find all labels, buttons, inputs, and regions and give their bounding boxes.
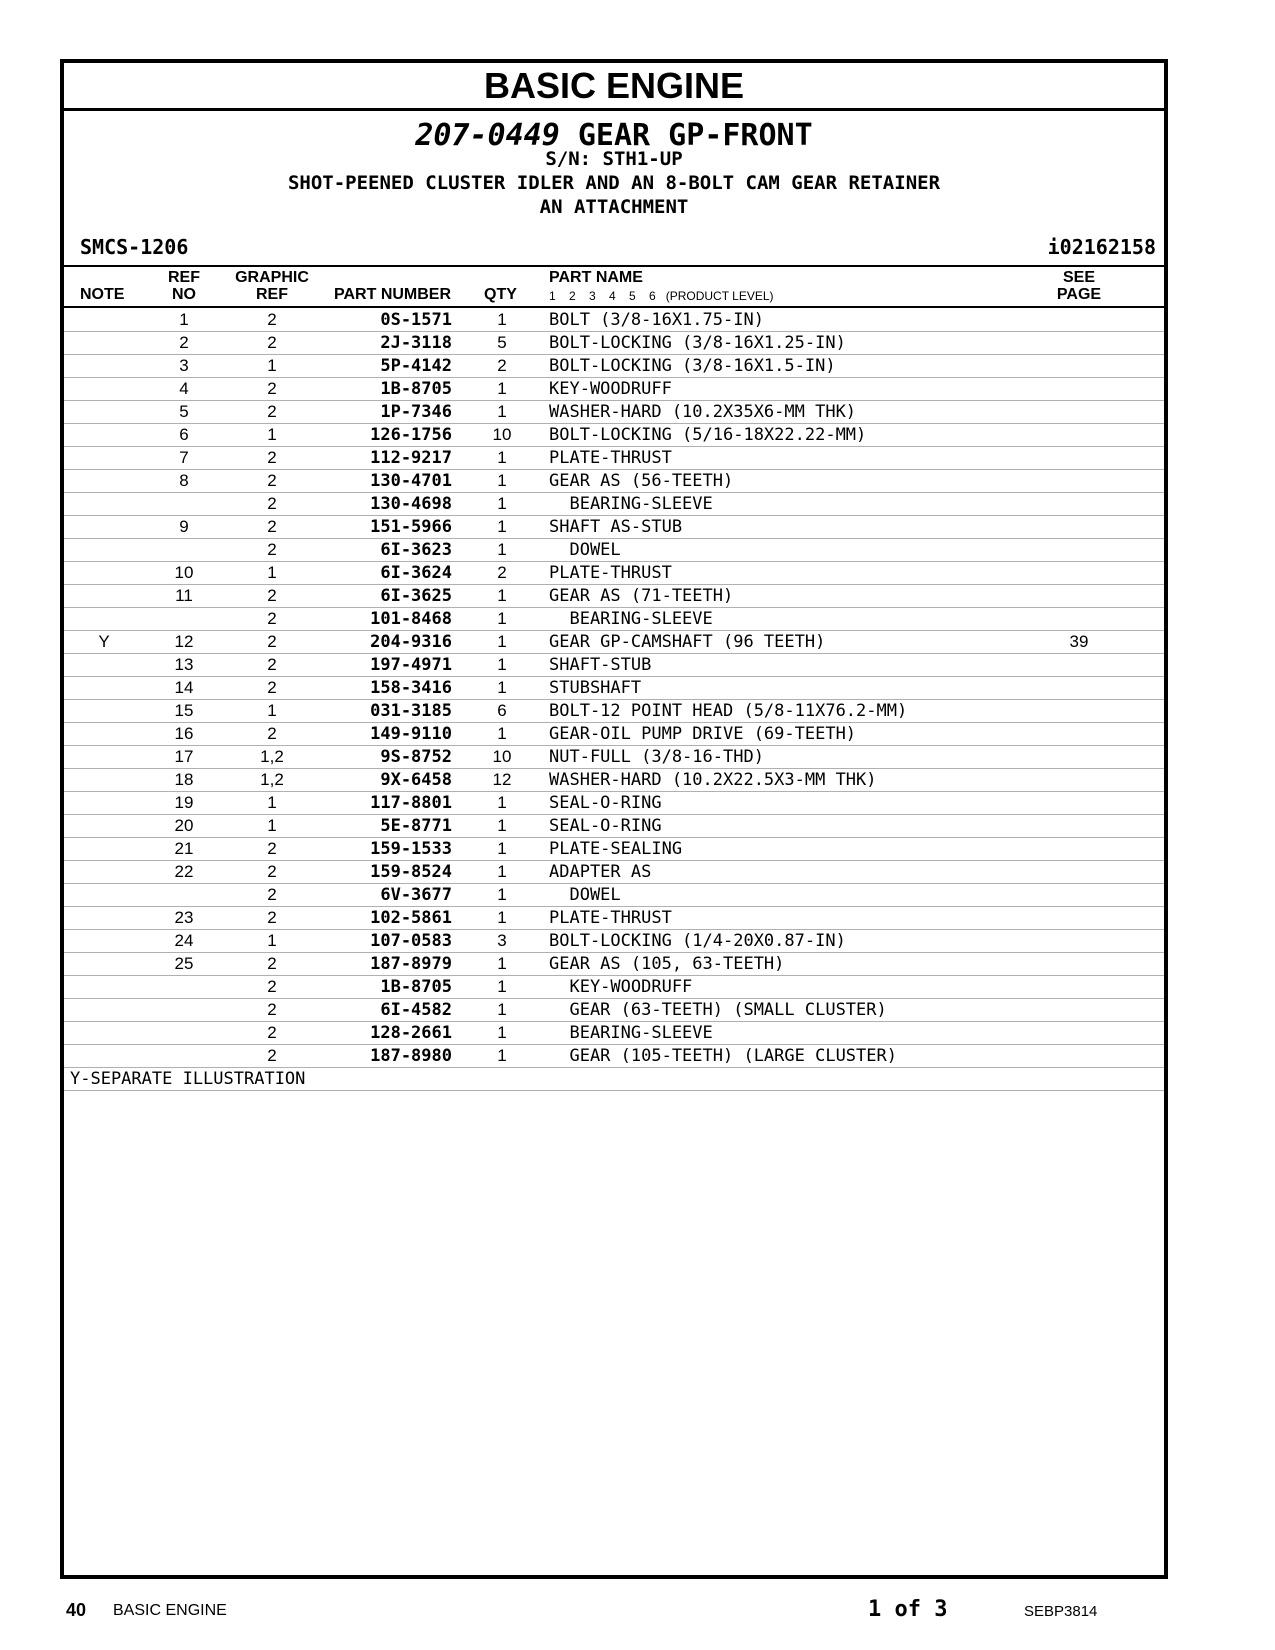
parts-list	[64, 309, 1164, 1091]
table-row	[64, 562, 1164, 585]
table-row	[64, 378, 1164, 401]
table-row	[64, 700, 1164, 723]
table-row	[64, 355, 1164, 378]
qty-cell: 1	[497, 586, 507, 605]
part-number-cell: 2J-3118	[380, 333, 452, 353]
part-number-cell: 151-5966	[370, 517, 452, 537]
footer-page-number: 40	[66, 1600, 87, 1620]
part-name-cell: KEY-WOODRUFF	[549, 977, 693, 997]
footer-sheet: 1 of 3	[868, 1597, 948, 1622]
ref-no-cell: 11	[175, 586, 193, 605]
table-row	[64, 746, 1164, 769]
qty-cell: 1	[497, 862, 507, 881]
part-number-cell: 159-8524	[370, 862, 452, 882]
part-number-cell: 6V-3677	[380, 885, 452, 905]
graphic-ref-cell: 2	[267, 517, 277, 536]
part-number-cell: 158-3416	[370, 678, 452, 698]
ref-no-cell: 21	[174, 839, 194, 858]
part-name-cell: STUBSHAFT	[549, 678, 642, 698]
table-row	[64, 401, 1164, 424]
part-name-cell: GEAR GP-CAMSHAFT (96 TEETH)	[549, 632, 826, 652]
table-row	[64, 907, 1164, 930]
col-see-page-line2: PAGE	[1056, 286, 1102, 303]
table-row	[64, 677, 1164, 700]
part-name-cell: BOLT (3/8-16X1.75-IN)	[549, 310, 764, 330]
part-name-cell: DOWEL	[549, 885, 621, 905]
part-number-cell: 5E-8771	[380, 816, 452, 836]
qty-cell: 1	[497, 402, 507, 421]
part-number-cell: 204-9316	[370, 632, 452, 652]
ref-no-cell: 23	[174, 908, 194, 927]
group-number: 207-0449	[415, 118, 560, 153]
part-name-cell: SHAFT-STUB	[549, 655, 652, 675]
part-number-cell: 197-4971	[370, 655, 452, 675]
part-number-cell: 101-8468	[370, 609, 452, 629]
part-name-cell: GEAR (105-TEETH) (LARGE CLUSTER)	[549, 1046, 897, 1066]
qty-cell: 1	[497, 310, 507, 329]
ref-no-cell: 13	[174, 655, 194, 674]
part-number-cell: 6I-3625	[380, 586, 452, 606]
part-number-cell: 6I-3624	[380, 563, 452, 583]
qty-cell: 6	[497, 701, 507, 720]
qty-cell: 2	[497, 356, 507, 375]
part-name-cell: PLATE-THRUST	[549, 908, 672, 928]
part-number-cell: 112-9217	[370, 448, 452, 468]
table-row	[64, 470, 1164, 493]
footer-section: BASIC ENGINE	[113, 1602, 227, 1619]
part-number-cell: 187-8979	[370, 954, 452, 974]
part-name-cell: GEAR (63-TEETH) (SMALL CLUSTER)	[549, 1000, 887, 1020]
col-product-level: 1 2 3 4 5 6 (PRODUCT LEVEL)	[549, 289, 774, 303]
col-ref-no-line1: REF	[168, 269, 200, 286]
graphic-ref-cell: 2	[267, 609, 277, 628]
table-row	[64, 1022, 1164, 1045]
table-row	[64, 815, 1164, 838]
ref-no-cell: 2	[179, 333, 189, 352]
col-graphic-ref	[232, 269, 312, 303]
header-bottom-rule	[64, 306, 1164, 308]
ref-no-cell: 22	[174, 862, 194, 881]
part-number-cell: 107-0583	[370, 931, 452, 951]
qty-cell: 1	[497, 816, 507, 835]
header-top-rule	[64, 265, 1164, 267]
part-number-cell: 117-8801	[370, 793, 452, 813]
group-description-2: AN ATTACHMENT	[539, 196, 689, 218]
ref-no-cell: 9	[179, 517, 189, 536]
col-see-page	[1049, 269, 1109, 303]
ref-no-cell: 20	[174, 816, 194, 835]
graphic-ref-cell: 1	[267, 931, 277, 950]
ref-no-cell: 15	[174, 701, 194, 720]
ref-no-cell: 19	[174, 793, 194, 812]
graphic-ref-cell: 1	[267, 816, 277, 835]
serial-number: S/N: STH1-UP	[545, 148, 683, 170]
ref-no-cell: 4	[179, 379, 189, 398]
col-qty: QTY	[484, 286, 517, 303]
table-row	[64, 539, 1164, 562]
qty-cell: 1	[497, 471, 507, 490]
qty-cell: 1	[497, 954, 507, 973]
graphic-ref-cell: 2	[267, 632, 277, 651]
part-number-cell: 130-4701	[370, 471, 452, 491]
graphic-ref-cell: 2	[267, 333, 277, 352]
table-row	[64, 838, 1164, 861]
qty-cell: 1	[497, 609, 507, 628]
ref-no-cell: 5	[179, 402, 189, 421]
table-row	[64, 332, 1164, 355]
ref-no-cell: 18	[174, 770, 194, 789]
table-row	[64, 309, 1164, 332]
table-row	[64, 608, 1164, 631]
qty-cell: 1	[497, 839, 507, 858]
group-description-1: SHOT-PEENED CLUSTER IDLER AND AN 8-BOLT CAM GEAR RETAINER	[287, 172, 941, 194]
part-number-cell: 1B-8705	[380, 977, 452, 997]
graphic-ref-cell: 1	[267, 701, 277, 720]
qty-cell: 1	[497, 632, 507, 651]
graphic-ref-cell: 2	[267, 977, 277, 996]
qty-cell: 1	[497, 517, 507, 536]
ref-no-cell: 24	[174, 931, 194, 950]
table-row	[64, 884, 1164, 907]
graphic-ref-cell: 2	[267, 310, 277, 329]
part-name-cell: PLATE-THRUST	[549, 448, 672, 468]
part-number-cell: 128-2661	[370, 1023, 452, 1043]
graphic-ref-cell: 2	[267, 379, 277, 398]
graphic-ref-cell: 1,2	[260, 747, 284, 766]
part-name-cell: SEAL-O-RING	[549, 816, 662, 836]
part-name-cell: ADAPTER AS	[549, 862, 652, 882]
part-name-cell: PLATE-THRUST	[549, 563, 672, 583]
part-name-cell: NUT-FULL (3/8-16-THD)	[549, 747, 764, 767]
part-number-cell: 5P-4142	[380, 356, 452, 376]
qty-cell: 1	[497, 724, 507, 743]
part-name-cell: WASHER-HARD (10.2X22.5X3-MM THK)	[549, 770, 877, 790]
part-name-cell: GEAR AS (105, 63-TEETH)	[549, 954, 785, 974]
graphic-ref-cell: 2	[267, 724, 277, 743]
table-row	[64, 424, 1164, 447]
ref-no-cell: 10	[174, 563, 194, 582]
qty-cell: 1	[497, 379, 507, 398]
qty-cell: 1	[497, 678, 507, 697]
see-page-cell: 39	[1069, 632, 1089, 651]
table-row	[64, 1045, 1164, 1068]
note-cell: Y	[98, 632, 110, 651]
graphic-ref-cell: 1	[267, 793, 277, 812]
graphic-ref-cell: 2	[267, 885, 277, 904]
graphic-ref-cell: 2	[267, 908, 277, 927]
part-name-cell: PLATE-SEALING	[549, 839, 683, 859]
part-name-cell: BEARING-SLEEVE	[549, 494, 713, 514]
part-name-cell: BEARING-SLEEVE	[549, 609, 713, 629]
table-row	[64, 769, 1164, 792]
col-graphic-ref-line1: GRAPHIC	[235, 269, 309, 286]
ref-no-cell: 3	[179, 356, 189, 375]
graphic-ref-cell: 2	[267, 1046, 277, 1065]
graphic-ref-cell: 1	[267, 563, 277, 582]
smcs-code: SMCS-1206	[80, 235, 189, 259]
table-row	[64, 447, 1164, 470]
graphic-ref-cell: 1	[267, 425, 277, 444]
part-name-cell: GEAR AS (71-TEETH)	[549, 586, 734, 606]
qty-cell: 1	[497, 977, 507, 996]
part-number-cell: 9X-6458	[380, 770, 452, 790]
qty-cell: 1	[497, 540, 507, 559]
graphic-ref-cell: 1,2	[260, 770, 284, 789]
part-name-cell: KEY-WOODRUFF	[549, 379, 672, 399]
ref-no-cell: 25	[174, 954, 194, 973]
table-row	[64, 654, 1164, 677]
col-note: NOTE	[80, 286, 125, 303]
part-number-cell: 031-3185	[370, 701, 452, 721]
qty-cell: 1	[497, 494, 507, 513]
graphic-ref-cell: 2	[267, 448, 277, 467]
graphic-ref-cell: 2	[267, 494, 277, 513]
graphic-ref-cell: 2	[267, 862, 277, 881]
table-row	[64, 516, 1164, 539]
ref-no-cell: 1	[179, 310, 189, 329]
graphic-ref-cell: 2	[267, 1000, 277, 1019]
table-row	[64, 723, 1164, 746]
graphic-ref-cell: 2	[267, 1023, 277, 1042]
ref-no-cell: 16	[174, 724, 194, 743]
table-row	[64, 999, 1164, 1022]
part-name-cell: SEAL-O-RING	[549, 793, 662, 813]
col-see-page-line1: SEE	[1062, 269, 1095, 286]
qty-cell: 1	[497, 448, 507, 467]
section-title: BASIC ENGINE	[64, 63, 1164, 111]
ref-no-cell: 6	[179, 425, 189, 444]
ref-no-cell: 12	[174, 632, 194, 651]
part-number-cell: 6I-3623	[380, 540, 452, 560]
part-number-cell: 1P-7346	[380, 402, 452, 422]
part-number-cell: 149-9110	[370, 724, 452, 744]
table-row	[64, 861, 1164, 884]
graphic-ref-cell: 2	[267, 402, 277, 421]
part-number-cell: 159-1533	[370, 839, 452, 859]
qty-cell: 1	[497, 1023, 507, 1042]
illustration-ref: i02162158	[1047, 235, 1156, 259]
table-row	[64, 631, 1164, 654]
part-name-cell: GEAR-OIL PUMP DRIVE (69-TEETH)	[549, 724, 857, 744]
part-name-cell: BOLT-LOCKING (5/16-18X22.22-MM)	[549, 425, 867, 445]
part-name-cell: BOLT-LOCKING (3/8-16X1.25-IN)	[549, 333, 846, 353]
ref-no-cell: 8	[179, 471, 189, 490]
graphic-ref-cell: 2	[267, 540, 277, 559]
graphic-ref-cell: 1	[267, 356, 277, 375]
table-row	[64, 976, 1164, 999]
graphic-ref-cell: 2	[267, 586, 277, 605]
part-name-cell: GEAR AS (56-TEETH)	[549, 471, 734, 491]
table-row	[64, 792, 1164, 815]
qty-cell: 1	[497, 655, 507, 674]
footnote: Y-SEPARATE ILLUSTRATION	[64, 1068, 1164, 1091]
col-part-number: PART NUMBER	[334, 286, 452, 303]
graphic-ref-cell: 2	[267, 954, 277, 973]
qty-cell: 3	[497, 931, 507, 950]
part-number-cell: 187-8980	[370, 1046, 452, 1066]
table-row	[64, 953, 1164, 976]
page-frame	[60, 59, 1168, 1579]
table-row	[64, 493, 1164, 516]
part-name-cell: SHAFT AS-STUB	[549, 517, 683, 537]
graphic-ref-cell: 2	[267, 471, 277, 490]
graphic-ref-cell: 2	[267, 839, 277, 858]
part-name-cell: BOLT-12 POINT HEAD (5/8-11X76.2-MM)	[549, 701, 908, 721]
col-ref-no	[164, 269, 204, 303]
qty-cell: 1	[497, 793, 507, 812]
part-name-cell: BOLT-LOCKING (3/8-16X1.5-IN)	[549, 356, 836, 376]
ref-no-cell: 14	[174, 678, 194, 697]
qty-cell: 1	[497, 1000, 507, 1019]
qty-cell: 2	[497, 563, 507, 582]
col-graphic-ref-line2: REF	[256, 286, 288, 303]
part-number-cell: 1B-8705	[380, 379, 452, 399]
graphic-ref-cell: 2	[267, 655, 277, 674]
part-number-cell: 126-1756	[370, 425, 452, 445]
ref-no-cell: 7	[179, 448, 189, 467]
part-number-cell: 9S-8752	[380, 747, 452, 767]
part-name-cell: WASHER-HARD (10.2X35X6-MM THK)	[549, 402, 857, 422]
qty-cell: 10	[492, 747, 512, 766]
qty-cell: 12	[492, 770, 512, 789]
graphic-ref-cell: 2	[267, 678, 277, 697]
ref-no-cell: 17	[174, 747, 194, 766]
qty-cell: 1	[497, 908, 507, 927]
footer-doc-id: SEBP3814	[1024, 1603, 1098, 1620]
qty-cell: 1	[497, 885, 507, 904]
part-number-cell: 6I-4582	[380, 1000, 452, 1020]
group-name: GEAR GP-FRONT	[577, 118, 813, 153]
col-part-name: PART NAME	[549, 269, 643, 286]
table-row	[64, 930, 1164, 953]
part-name-cell: BEARING-SLEEVE	[549, 1023, 713, 1043]
part-number-cell: 0S-1571	[380, 310, 452, 330]
table-row	[64, 585, 1164, 608]
part-number-cell: 130-4698	[370, 494, 452, 514]
qty-cell: 1	[497, 1046, 507, 1065]
part-number-cell: 102-5861	[370, 908, 452, 928]
part-name-cell: BOLT-LOCKING (1/4-20X0.87-IN)	[549, 931, 846, 951]
col-ref-no-line2: NO	[172, 286, 196, 303]
qty-cell: 10	[492, 425, 512, 444]
part-name-cell: DOWEL	[549, 540, 621, 560]
qty-cell: 5	[497, 333, 507, 352]
